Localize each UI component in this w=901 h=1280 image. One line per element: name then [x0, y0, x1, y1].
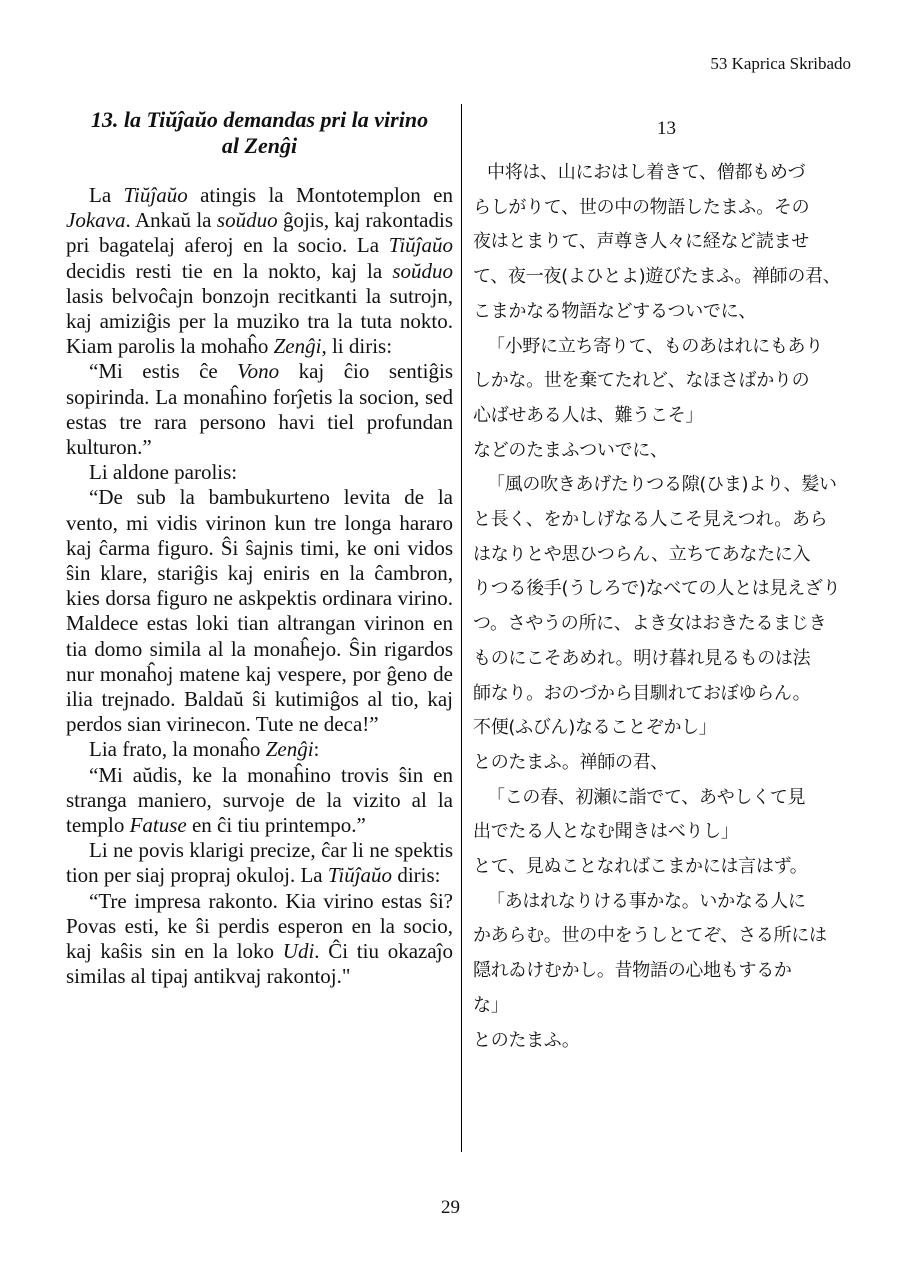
japanese-line: はなりとや思ひつらん、立ちてあなたに入 [473, 543, 811, 565]
paragraph-7: Li ne povis klarigi precize, ĉar li ne spektis tion per siaj propraj okuloj. La Tiŭĵaŭo diris: [66, 838, 453, 888]
running-header: 53 Kaprica Skribado [710, 54, 851, 73]
paragraph-2: “Mi estis ĉe Vono kaj ĉio sentiĝis sopirinda. La monaĥino forĵetis la socion, sed estas tre rara persono havi tiel profundan kulturon.” [66, 359, 453, 460]
japanese-line: とのたまふ。禅師の君、 [473, 751, 669, 773]
page-number: 29 [441, 1197, 460, 1218]
japanese-line: しかな。世を棄てたれど、なほさばかりの [473, 370, 810, 392]
japanese-text [473, 156, 860, 1058]
japanese-line: て、夜一夜(よひとよ)遊びたまふ。禅師の君、 [473, 266, 841, 288]
esperanto-column [66, 107, 453, 990]
japanese-line: ものにこそあめれ。明け暮れ見るものは法 [473, 647, 811, 669]
japanese-line: 「風の吹きあげたりつる隙(ひま)より、髪い [487, 474, 837, 496]
japanese-line: 中将は、山におはし着きて、僧都もめづ [487, 162, 806, 183]
japanese-line: とのたまふ。 [473, 1029, 580, 1051]
paragraph-1: La Tiŭĵaŭo atingis la Montotemplon en Jokava. Ankaŭ la soŭduo ĝojis, kaj rakontadis pri bagatelaj aferoj en la socio. La Tiŭĵaŭo decidis resti tie en la nokto, kaj la soŭduo lasis belvoĉajn bonzojn recitkanti la sutrojn, kaj amiziĝis per la muziko tra la tuta nokto. Kiam parolis la mohaĥo Zenĝi, li diris: [66, 183, 453, 359]
japanese-line: 隠れゐけむかし。昔物語の心地もするか [473, 960, 792, 982]
japanese-line: などのたまふついでに、 [473, 439, 668, 461]
paragraph-4: “De sub la bambukurteno levita de la vento, mi vidis virinon kun tre longa hararo kaj ĉarma figuro. Ŝi ŝajnis timi, ke oni vidos ŝin klare, stariĝis kaj eniris en la ĉambron, kies dorsa figuro ne askpektis ordinara virino. Maldece estas loki tian altrangan virinon en tia domo simila al la monaĥejo. Ŝin rigardos nur monaĥoj matene kaj vespere, por ĝeno de ilia trejnado. Baldaŭ ŝi kutimiĝos al tio, kaj perdos sian virinecon. Tute ne deca!” [66, 485, 453, 737]
japanese-line: 心ばせある人は、難うこそ」 [473, 404, 704, 426]
japanese-line: らしがりて、世の中の物語したまふ。その [473, 196, 810, 218]
japanese-line: と長く、をかしげなる人こそ見えつれ。あら [473, 509, 828, 531]
japanese-line: こまかなる物語などするついでに、 [473, 300, 757, 322]
section-number: 13 [657, 118, 676, 139]
japanese-line: 不便(ふびん)なることぞかし」 [473, 717, 717, 739]
japanese-line: 夜はとまりて、声尊き人々に経など読ませ [473, 231, 809, 253]
column-divider [461, 104, 462, 1152]
japanese-line: とて、見ぬことなればこまかには言はず。 [473, 856, 808, 878]
chapter-title-line-2: al Zenĝi [221, 133, 298, 158]
japanese-column [473, 112, 860, 1058]
japanese-line: つ。さやうの所に、よき女はおきたるまじき [473, 613, 827, 635]
japanese-line: な」 [473, 994, 509, 1016]
japanese-line: 「あはれなりける事かな。いかなる人に [487, 890, 806, 912]
paragraph-6: “Mi aŭdis, ke la monaĥino trovis ŝin en stranga maniero, survoje de la vizito al la templo Fatuse en ĉi tiu printempo.” [66, 762, 453, 838]
paragraph-3: Li aldone parolis: [89, 460, 238, 485]
chapter-title-line-1: 13. la Tiŭĵaŭo demandas pri la virino [90, 107, 429, 132]
paragraph-5: Lia frato, la monaĥo Zenĝi: [89, 737, 320, 762]
japanese-line: 「この春、初瀬に詣でて、あやしくて見 [487, 786, 806, 808]
japanese-line: りつる後手(うしろで)なべての人とは見えざり [473, 578, 841, 600]
paragraph-8: “Tre impresa rakonto. Kia virino estas ŝi? Povas esti, ke ŝi perdis esperon en la socio, kaj kaŝis sin en la loko Udi. Ĉi tiu okazaĵo similas al tipaj antikvaj rakontoj." [66, 888, 453, 989]
japanese-line: 出でたる人となむ聞きはべりし」 [473, 821, 739, 843]
japanese-line: 師なり。おのづから目馴れておぼゆらん。 [473, 682, 811, 704]
japanese-line: 「小野に立ち寄りて、ものあはれにもあり [487, 335, 823, 357]
japanese-line: かあらむ。世の中をうしとてぞ、さる所には [473, 925, 827, 947]
chapter-title [66, 107, 453, 159]
